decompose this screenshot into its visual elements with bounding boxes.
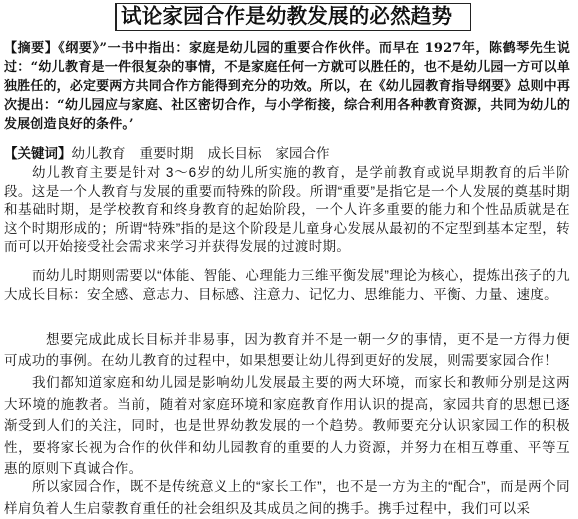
document-title: 试论家园合作是幼教发展的必然趋势: [121, 4, 453, 28]
keywords-line: [4, 145, 570, 164]
keyword-item: 成长目标: [207, 146, 262, 161]
keyword-item: 家园合作: [275, 146, 330, 161]
body-paragraph: 所以家园合作，既不是传统意义上的“家长工作”，也不是一方为主的“配合”，而是两个同样肩负着人生启蒙教育重任的社会组织及其成员之间的携手。携手过程中，我们可以采: [4, 479, 570, 516]
body-paragraph: 我们都知道家庭和幼儿园是影响幼儿发展最主要的两大环境，而家长和教师分别是这两大环境的施教者。当前，随着对家庭环境和家庭教育作用认识的提高，家园共育的思想已逐渐受到人们的关注，同时，也是世界幼教发展的一个趋势。教师要充分认识家园工作的积极性，要将家长视为合作的伙伴和幼儿园教育的重要的人力资源，并努力在相互尊重、平等互惠的原则下真诚合作。: [4, 375, 570, 476]
body-paragraph: 而幼儿时期则需要以“体能、智能、心理能力三维平衡发展”理论为核心，提炼出孩子的九大成长目标：安全感、意志力、目标感、注意力、记忆力、思维能力、平衡、力量、速度。: [4, 268, 570, 302]
keyword-item: 幼儿教育: [71, 146, 126, 161]
title-area: [0, 0, 578, 32]
keywords-label: 【关键词】: [4, 146, 72, 162]
abstract-paragraph: 【摘要】《纲要》”一书中指出：家庭是幼儿园的重要合作伙伴。而早在 1927年，陈鹤琴先生说过：“幼儿教育是一件很复杂的事情，不是家庭任何一方就可以胜任的，也不是幼儿园一方可以单独胜任的，必定要两方共同合作方能得到充分的功效。所以，在《幼儿园教育指导纲要》总则中再次提出：“幼儿园应与家庭、社区密切合作，与小学衔接，综合利用各种教育资源，共同为幼儿的发展创造良好的条件。’: [4, 41, 570, 132]
body-paragraph: 幼儿教育主要是针对 3～6岁的幼儿所实施的教育，是学前教育或说早期教育的后半阶段。这是一个人教育与发展的重要而特殊的阶段。所谓“重要”是指它是一个人发展的奠基时期和基础时期，是学校教育和终身教育的起始阶段，一个人许多重要的能力和个性品质就是在这个时期形成的；所谓“特殊”指的是这个阶段是儿童身心发展从最初的不定型到基本定型，转而可以开始接受社会需求来学习并获得发展的过渡时期。: [4, 165, 570, 255]
keyword-item: 重要时期: [139, 146, 194, 161]
body-paragraph: 想要完成此成长目标并非易事，因为教育并不是一朝一夕的事情，更不是一方得力便可成功的事例。在幼儿教育的过程中，如果想要让幼儿得到更好的发展，则需要家园合作！: [4, 332, 570, 368]
